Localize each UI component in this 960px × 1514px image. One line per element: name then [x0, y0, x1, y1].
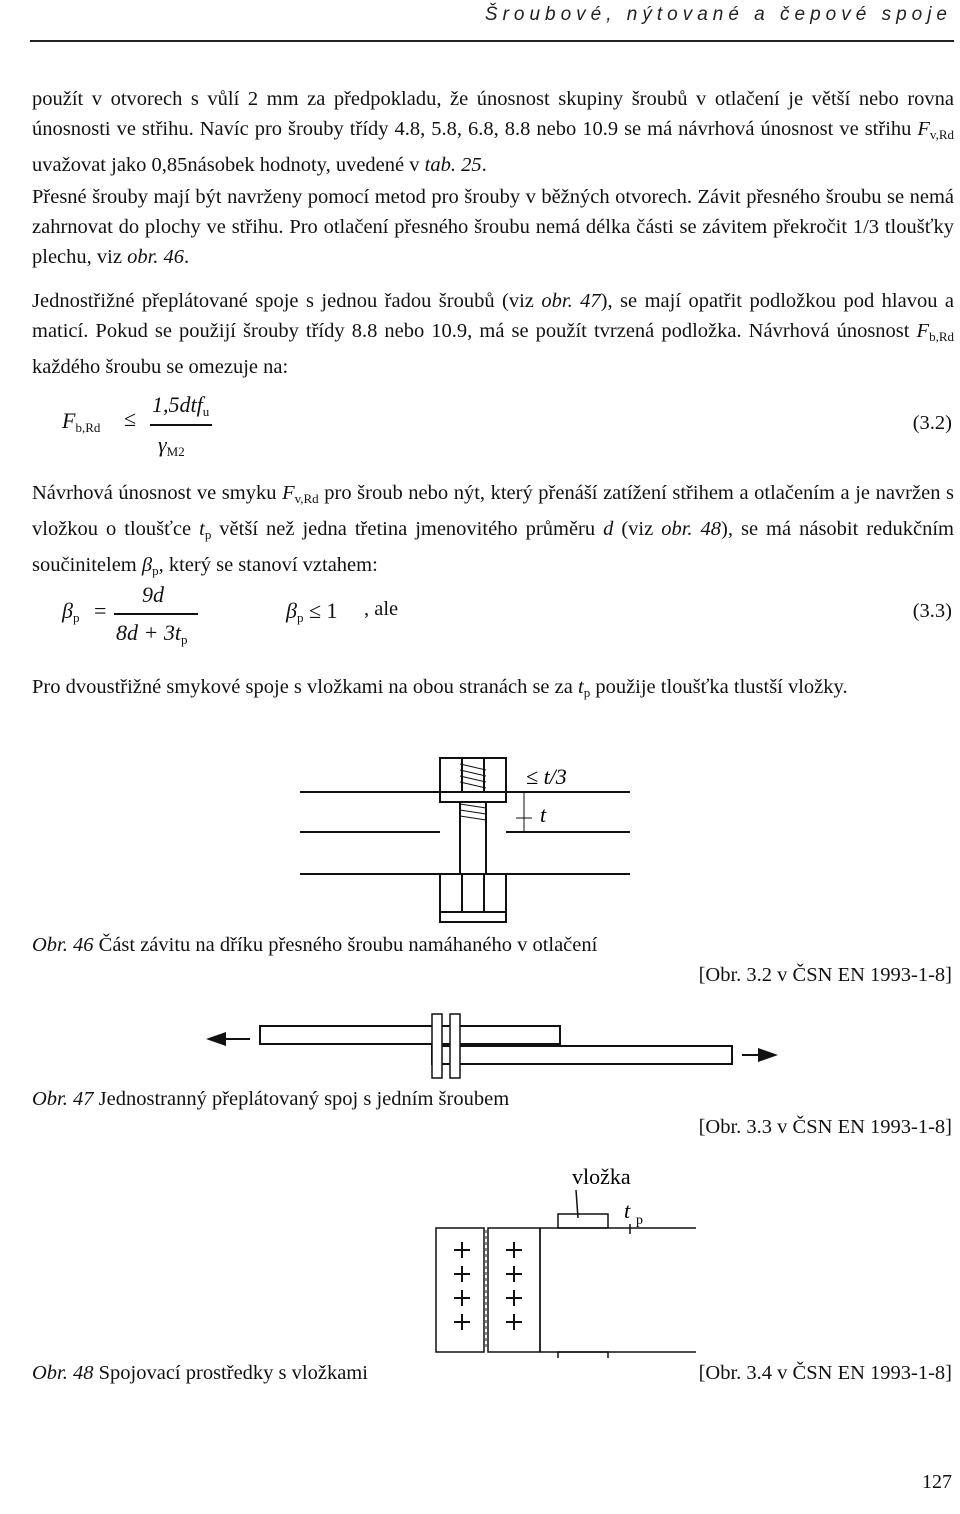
fig48-label-tp-sub: p — [636, 1213, 643, 1228]
fig46-label-t: t — [540, 802, 547, 827]
link-obr-48[interactable]: obr. 48 — [661, 518, 722, 540]
fig48-label-vlozka: vložka — [572, 1164, 631, 1189]
paragraph-3: Jednostřižné přeplátované spoje s jednou řadou šroubů (viz obr. 47), se mají opatřit podložkou pod hlavou a maticí. Pokud se použijí šrouby třídy 8.8 nebo 10.9, má se použít tvrzená podložka. Návrhová únosnost $F_{b,Rd}$ každého šroubu se omezuje na: — [32, 290, 954, 378]
paragraph-2: Přesné šrouby mají být navrženy pomocí metod pro šrouby v běžných otvorech. Závit přesného šroubu se nemá zahrnovat do plochy ve střihu. Pro otlačení přesného šroubu nemá délka části se závitem překročit 1/3 tloušťky plechu, viz obr. 46. — [32, 186, 954, 268]
fig46-reference: [Obr. 3.2 v ČSN EN 1993-1-8] — [698, 964, 952, 986]
figure-46-drawing — [300, 744, 640, 936]
figure-48-drawing — [418, 1158, 698, 1358]
link-obr-46[interactable]: obr. 46 — [127, 246, 185, 268]
fig48-label-tp: t — [624, 1198, 631, 1223]
header-rule — [30, 40, 954, 42]
figure-47-drawing — [200, 1006, 780, 1086]
fig48-caption: Obr. 48 Spojovací prostředky s vložkami — [32, 1362, 368, 1384]
fig47-caption: Obr. 47 Jednostranný přeplátovaný spoj s jedním šroubem — [32, 1088, 510, 1110]
running-header: Šroubové, nýtované a čepové spoje — [484, 4, 952, 25]
paragraph-5: Pro dvoustřižné smykové spoje s vložkami na obou stranách se za $t_p$ použije tloušťka tlustší vložky. — [32, 676, 848, 700]
link-obr-47[interactable]: obr. 47 — [541, 290, 601, 312]
page-number: 127 — [922, 1471, 952, 1493]
fig46-caption: Obr. 46 Část závitu na dříku přesného šroubu namáhaného v otlačení — [32, 934, 598, 956]
link-tab-25[interactable]: tab. 25 — [424, 154, 482, 176]
fig48-reference: [Obr. 3.4 v ČSN EN 1993-1-8] — [698, 1362, 952, 1384]
fig47-reference: [Obr. 3.3 v ČSN EN 1993-1-8] — [698, 1116, 952, 1138]
fig46-label-t3: ≤ t/3 — [526, 764, 567, 789]
paragraph-4: Návrhová únosnost ve smyku $F_{v,Rd}$ pro šroub nebo nýt, který přenáší zatížení střihem a otlačením a je navržen s vložkou o tloušťce $t_p$ větší než jedna třetina jmenovitého průměru d (viz obr. 48), se má násobit redukčním součinitelem $\beta_p$, který se stanoví vztahem: — [32, 482, 954, 578]
paragraph-1: použít v otvorech s vůlí 2 mm za předpokladu, že únosnost skupiny šroubů v otlačení je větší nebo rovna únosnosti ve střihu. Navíc pro šrouby třídy 4.8, 5.8, 6.8, 8.8 nebo 10.9 se má návrhová únosnost ve střihu $F_{v,Rd}$ uvažovat jako 0,85násobek hodnoty, uvedené v tab. 25. — [32, 88, 954, 176]
